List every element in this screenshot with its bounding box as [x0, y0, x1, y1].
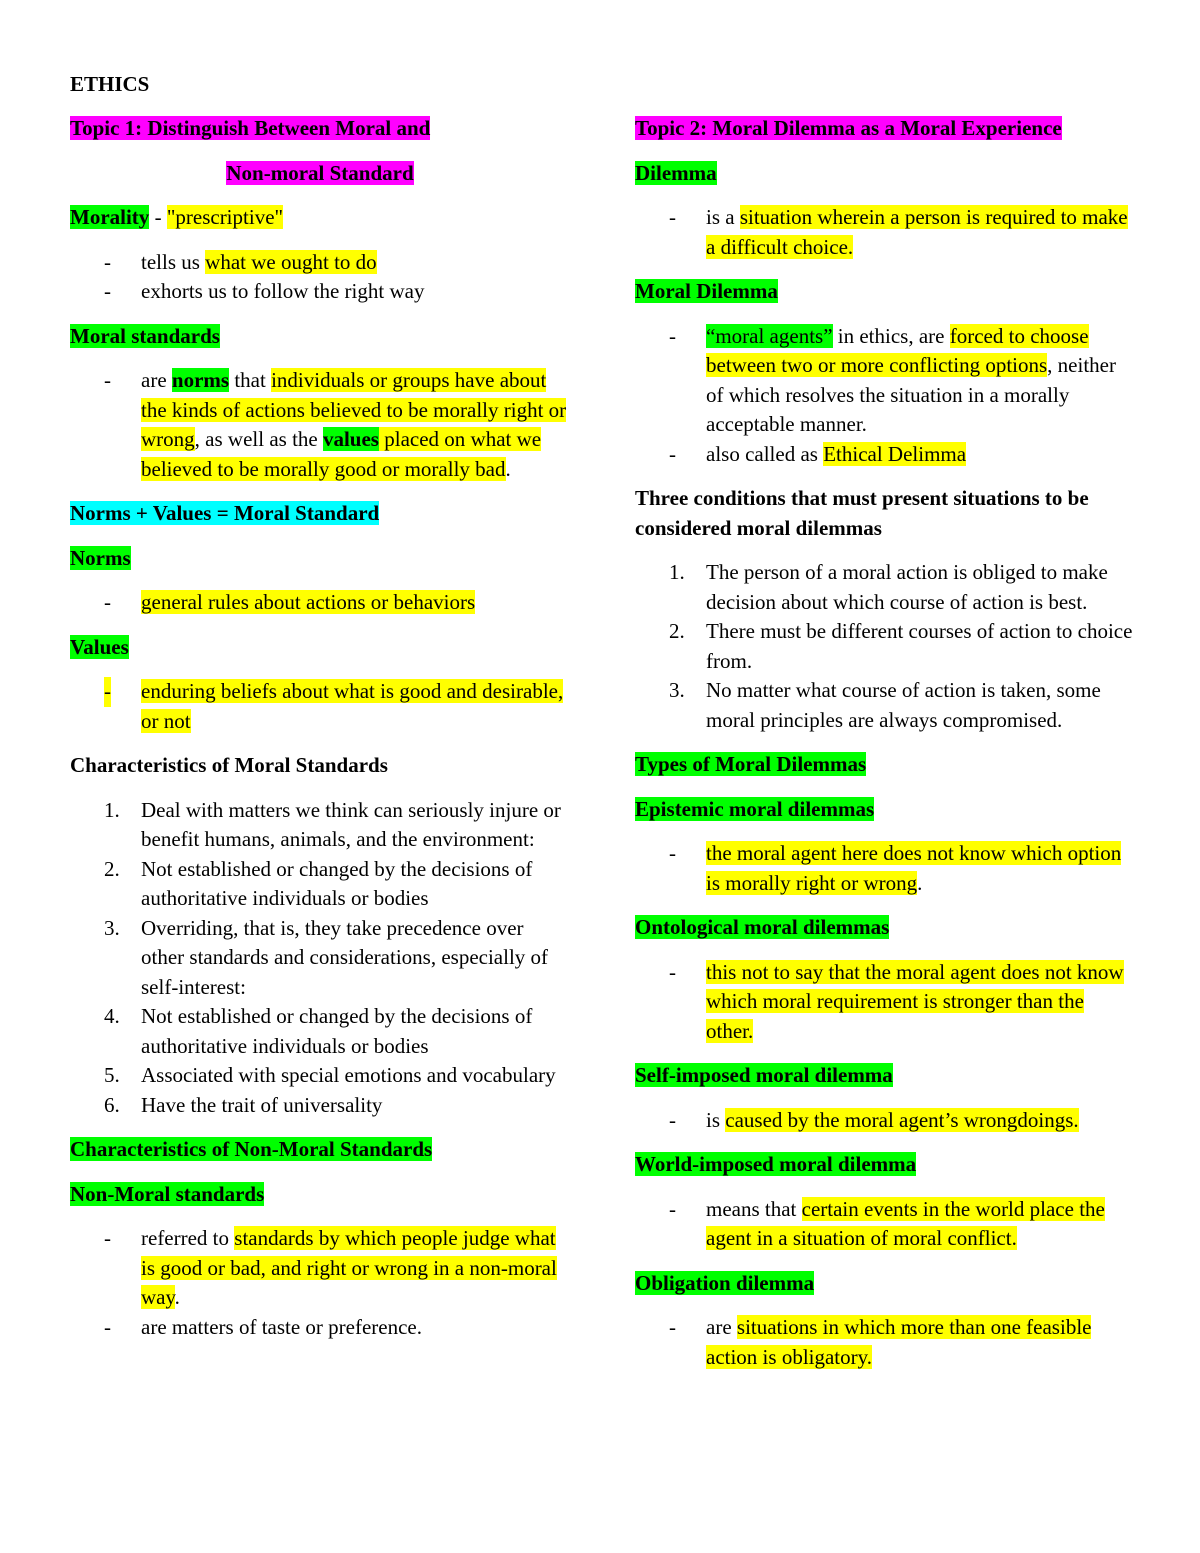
list-item: - is a situation wherein a person is required to make a difficult choice.	[669, 205, 1128, 259]
char-moral-heading: Characteristics of Moral Standards	[70, 753, 388, 777]
ontological-list	[635, 958, 1135, 1047]
equation-heading: Norms + Values = Moral Standard	[70, 501, 380, 525]
list-item: - this not to say that the moral agent does not know which moral requirement is stronger than the other.	[669, 959, 1124, 1043]
list-item: - are matters of taste or preference.	[104, 1314, 422, 1339]
list-item: 1. The person of a moral action is obliged to make decision about which course of action is best.	[669, 560, 1108, 614]
list-item: - referred to standards by which people judge what is good or bad, and right or wrong in a non-moral way.	[104, 1226, 557, 1309]
char-nonmoral-heading: Characteristics of Non-Moral Standards	[70, 1137, 433, 1161]
list-item: 2. There must be different courses of action to choice from.	[669, 619, 1133, 673]
list-item: 3. Overriding, that is, they take precedence over other standards and considerations, especially of self-interest:	[104, 915, 549, 999]
list-item: 5. Associated with special emotions and vocabulary	[104, 1063, 556, 1087]
nonmoral-heading: Non-Moral standards	[70, 1181, 265, 1206]
three-conditions-heading: Three conditions that must present situations to be considered moral dilemmas	[635, 486, 1089, 540]
values-list	[70, 677, 570, 736]
list-item: - means that certain events in the world place the agent in a situation of moral conflict.	[669, 1196, 1105, 1250]
three-conditions-list	[635, 558, 1135, 735]
list-item: - also called as Ethical Delimma	[669, 441, 967, 466]
list-item: - exhorts us to follow the right way	[104, 279, 425, 303]
right-column	[635, 114, 1135, 1387]
list-item: - general rules about actions or behaviors	[104, 590, 476, 614]
list-item: 1. Deal with matters we think can seriously injure or benefit humans, animals, and the environment:	[104, 797, 561, 851]
nonmoral-list	[70, 1224, 570, 1342]
epistemic-list	[635, 839, 1135, 898]
values-heading: Values	[70, 634, 129, 659]
list-item: 2. Not established or changed by the decisions of authoritative individuals or bodies	[104, 856, 533, 910]
moral-standards-heading: Moral standards	[70, 323, 220, 348]
world-imposed-heading: World-imposed moral dilemma	[635, 1152, 917, 1176]
morality-heading: Morality - "prescriptive"	[70, 205, 284, 229]
list-item: - is caused by the moral agent’s wrongdoings.	[669, 1107, 1079, 1132]
epistemic-heading: Epistemic moral dilemmas	[635, 796, 875, 821]
ontological-heading: Ontological moral dilemmas	[635, 915, 890, 939]
norms-list	[70, 588, 570, 618]
moral-standards-list	[70, 366, 570, 484]
obligation-list	[635, 1313, 1135, 1372]
list-item: - are norms that individuals or groups have about the kinds of actions believed to be morally right or wrong, as well as the values placed on what we believed to be morally good or morally bad.	[104, 368, 567, 481]
moral-dilemma-heading: Moral Dilemma	[635, 279, 778, 303]
list-item: - enduring beliefs about what is good and desirable, or not	[104, 679, 564, 733]
list-item: 4. Not established or changed by the decisions of authoritative individuals or bodies	[104, 1004, 533, 1058]
list-item: - tells us what we ought to do	[104, 249, 377, 274]
obligation-heading: Obligation dilemma	[635, 1270, 815, 1295]
document-title: ETHICS	[70, 72, 150, 96]
list-item: 6. Have the trait of universality	[104, 1092, 383, 1117]
norms-heading: Norms	[70, 545, 131, 570]
list-item: - the moral agent here does not know which option is morally right or wrong.	[669, 841, 1122, 895]
world-imposed-list	[635, 1195, 1135, 1254]
morality-list	[70, 248, 570, 307]
char-moral-list	[70, 796, 570, 1121]
list-item: - are situations in which more than one feasible action is obligatory.	[669, 1315, 1092, 1369]
topic1-heading-line1: Topic 1: Distinguish Between Moral and	[70, 116, 431, 140]
moral-dilemma-list	[635, 322, 1135, 470]
dilemma-list	[635, 203, 1135, 262]
left-column	[70, 114, 570, 1357]
types-heading: Types of Moral Dilemmas	[635, 752, 867, 776]
topic2-heading: Topic 2: Moral Dilemma as a Moral Experience	[635, 116, 1062, 140]
list-item: 3. No matter what course of action is taken, some moral principles are always compromised.	[669, 678, 1101, 732]
self-imposed-heading: Self-imposed moral dilemma	[635, 1063, 893, 1087]
topic1-heading-line2: Non-moral Standard	[226, 160, 414, 185]
self-imposed-list	[635, 1106, 1135, 1136]
list-item: - “moral agents” in ethics, are forced to choose between two or more conflicting options, neither of which resolves the situation in a morally acceptable manner.	[669, 323, 1116, 436]
dilemma-heading: Dilemma	[635, 160, 717, 185]
